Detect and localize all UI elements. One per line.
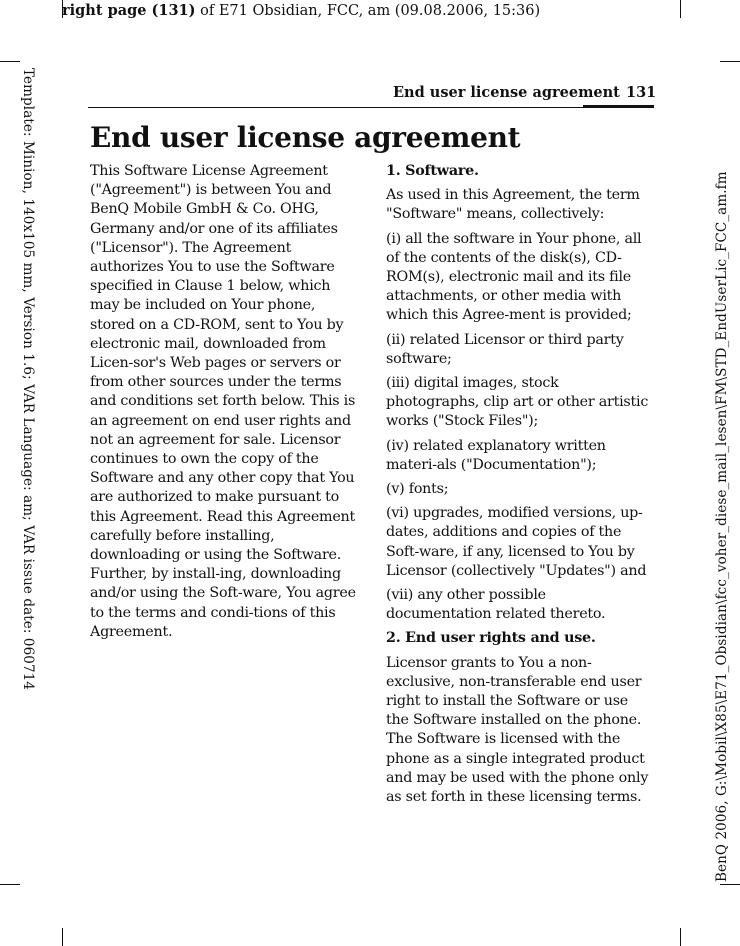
section-1-item: (v) fonts; bbox=[386, 481, 449, 498]
crop-mark bbox=[0, 884, 20, 885]
section-1-lead: As used in this Agreement, the term "Software" means, collectively: bbox=[386, 187, 640, 223]
header-rule bbox=[88, 107, 654, 108]
crop-mark bbox=[720, 61, 740, 62]
section-2-heading: 2. End user rights and use. bbox=[386, 630, 596, 647]
section-1-item: (i) all the software in Your phone, all of the contents of the disk(s), CD-ROM(s), electronic mail and its file attachments, or other media with which this Agree-ment is provided; bbox=[386, 230, 642, 324]
crop-mark bbox=[0, 61, 20, 62]
running-head: End user license agreement bbox=[393, 84, 620, 101]
right-column bbox=[386, 162, 650, 812]
template-info: Template: Minion, 140x105 mm, Version 1.6; VAR Language: am; VAR issue date: 060714 bbox=[20, 68, 36, 691]
section-1-heading: 1. Software. bbox=[386, 163, 479, 179]
section-1-item: (ii) related Licensor or third party software; bbox=[386, 331, 624, 367]
crop-mark bbox=[680, 928, 681, 946]
intro-paragraph: This Software License Agreement ("Agreement") is between You and BenQ Mobile GmbH & Co. OHG, Germany and/or one of its affiliates ("Licensor"). The Agreement authorizes You to use the Software specified in Clause 1 below, which may be included on Your phone, stored on a CD-ROM, sent to You by electronic mail, downloaded from Licen-sor's Web pages or servers or from other sources under the terms and conditions set forth below. This is an agreement on end user rights and not an agreement for sale. Licensor continues to own the copy of the Software and any other copy that You are authorized to make pursuant to this Agreement. Read this Agreement carefully before installing, downloading or using the Software. Further, by install-ing, downloading and/or using the Soft-ware, You agree to the terms and condi-tions of this Agreement. bbox=[90, 163, 356, 640]
crop-mark bbox=[720, 884, 740, 885]
section-1-item: (iv) related explanatory written materi-als ("Documentation"); bbox=[386, 437, 606, 473]
print-info-page: right page (131) bbox=[62, 2, 196, 19]
crop-mark bbox=[680, 0, 681, 18]
section-1-item: (vii) any other possible documentation related thereto. bbox=[386, 587, 606, 623]
print-info-details: of E71 Obsidian, FCC, am (09.08.2006, 15:36) bbox=[195, 3, 541, 19]
section-1-item: (iii) digital images, stock photographs, clip art or other artistic works ("Stock Files"); bbox=[386, 375, 649, 430]
section-2-body: Licensor grants to You a non-exclusive, non-transferable end user right to install the Software or use the Software installed on the phone. The Software is licensed with the phone as a single integrated product and may be used with the phone only as set forth in these licensing terms. bbox=[386, 654, 649, 806]
header-rule-accent bbox=[583, 105, 654, 108]
crop-mark bbox=[62, 928, 63, 946]
print-info bbox=[62, 2, 540, 19]
page-number: 131 bbox=[626, 84, 657, 101]
left-column bbox=[90, 162, 356, 647]
section-1-item: (vi) upgrades, modified versions, up-dates, additions and copies of the Soft-ware, if any, licensed to You by Licensor (collectively "Updates") and bbox=[386, 505, 647, 579]
file-path-info: BenQ 2006, G:\Mobil\X85\E71_Obsidian\fcc_voher_diese_mail_lesen\FM\STD_EndUserLic_FCC_am.fm bbox=[714, 171, 730, 882]
page-title: End user license agreement bbox=[90, 121, 521, 154]
